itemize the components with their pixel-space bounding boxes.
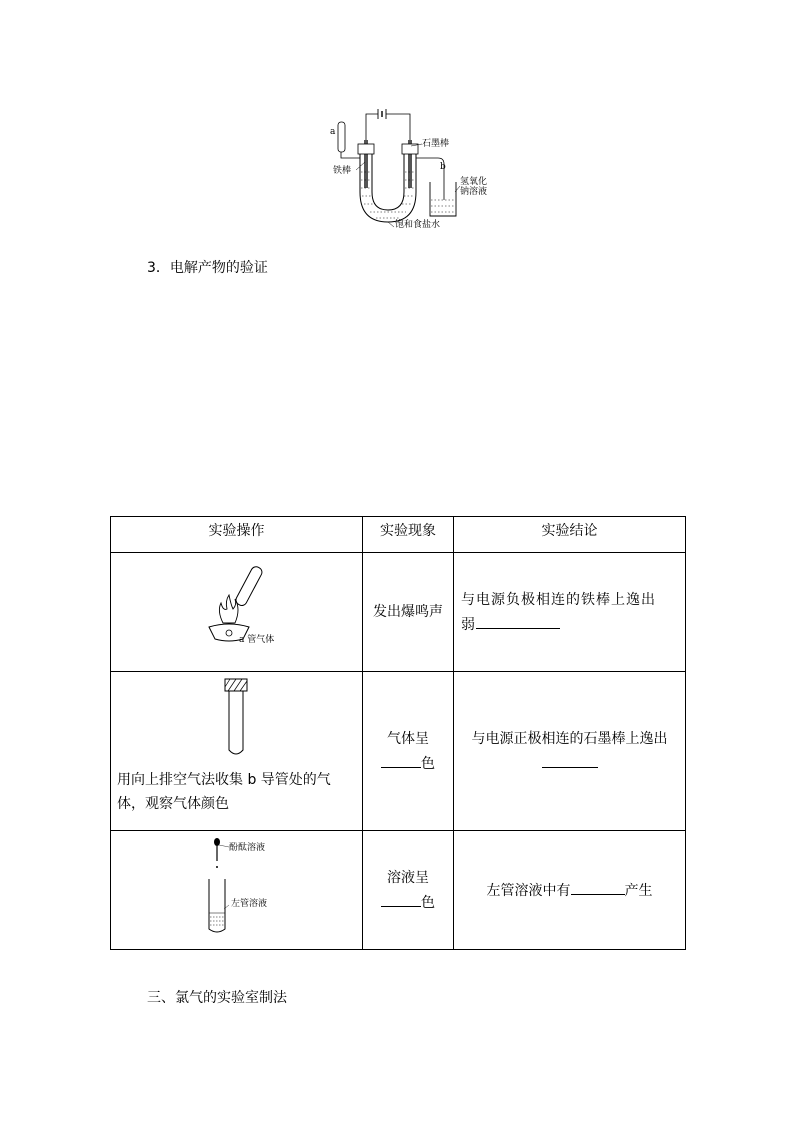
header-phenomenon: 实验现象	[363, 517, 454, 553]
row1-conclusion-text: 与电源负极相连的铁棒上逸出	[461, 591, 656, 608]
label-naoh-line1: 氢氧化	[460, 177, 488, 187]
a-tube-gas-label: a 管气体	[239, 635, 275, 645]
table-row	[111, 831, 686, 950]
header-operation: 实验操作	[111, 517, 363, 553]
row2-color-blank[interactable]	[381, 751, 421, 768]
row1-conclusion-tail: 弱	[461, 616, 476, 633]
electrolysis-apparatus-figure	[328, 100, 498, 235]
row3-conclusion-suffix: 产生	[624, 882, 653, 899]
label-a: a	[330, 127, 336, 137]
phenolphthalein-label: 酚酞溶液	[229, 843, 266, 853]
row3-phenomenon-prefix: 溶液呈	[387, 869, 429, 886]
label-graphite-rod: 石墨棒	[422, 139, 450, 149]
phenolphthalein-dropper-icon	[205, 837, 229, 937]
row2-phenomenon-suffix: 色	[421, 755, 435, 772]
table-header-row	[111, 517, 686, 553]
section3-heading: 3．电解产物的验证	[147, 260, 268, 276]
row3-phenomenon	[363, 831, 454, 950]
apparatus-drawing	[328, 100, 498, 235]
table-row	[111, 672, 686, 831]
row1-conclusion	[454, 553, 686, 672]
label-naoh-line2: 钠溶液	[460, 187, 488, 197]
label-b: b	[440, 162, 446, 172]
row2-phenomenon	[363, 672, 454, 831]
table-row	[111, 553, 686, 672]
row3-color-blank[interactable]	[381, 890, 421, 907]
header-conclusion: 实验结论	[454, 517, 686, 553]
row3-conclusion	[454, 831, 686, 950]
row2-phenomenon-prefix: 气体呈	[387, 730, 429, 747]
experiment-table	[110, 516, 686, 950]
row1-phenomenon: 发出爆鸣声	[363, 553, 454, 672]
row3-operation	[111, 831, 363, 950]
row3-answer-blank[interactable]	[571, 878, 625, 895]
chlorine-prep-heading: 三、氯气的实验室制法	[147, 990, 287, 1006]
row2-operation-text: 用向上排空气法收集 b 导管处的气体，观察气体颜色	[117, 772, 331, 812]
row2-conclusion-text: 与电源正极相连的石墨棒上逸出	[471, 730, 668, 747]
row3-phenomenon-suffix: 色	[421, 894, 435, 911]
row2-answer-blank[interactable]	[542, 751, 598, 768]
row2-conclusion	[454, 672, 686, 831]
label-saturated-brine: 饱和食盐水	[395, 220, 441, 230]
collection-test-tube-icon	[224, 678, 248, 758]
row2-operation	[111, 672, 363, 831]
burning-gas-test-icon	[199, 565, 279, 645]
left-tube-solution-label: 左管溶液	[231, 899, 268, 909]
row1-operation	[111, 553, 363, 672]
row3-conclusion-prefix: 左管溶液中有	[486, 882, 571, 899]
label-iron-rod: 铁棒	[333, 166, 352, 176]
row1-answer-blank[interactable]	[476, 612, 560, 629]
